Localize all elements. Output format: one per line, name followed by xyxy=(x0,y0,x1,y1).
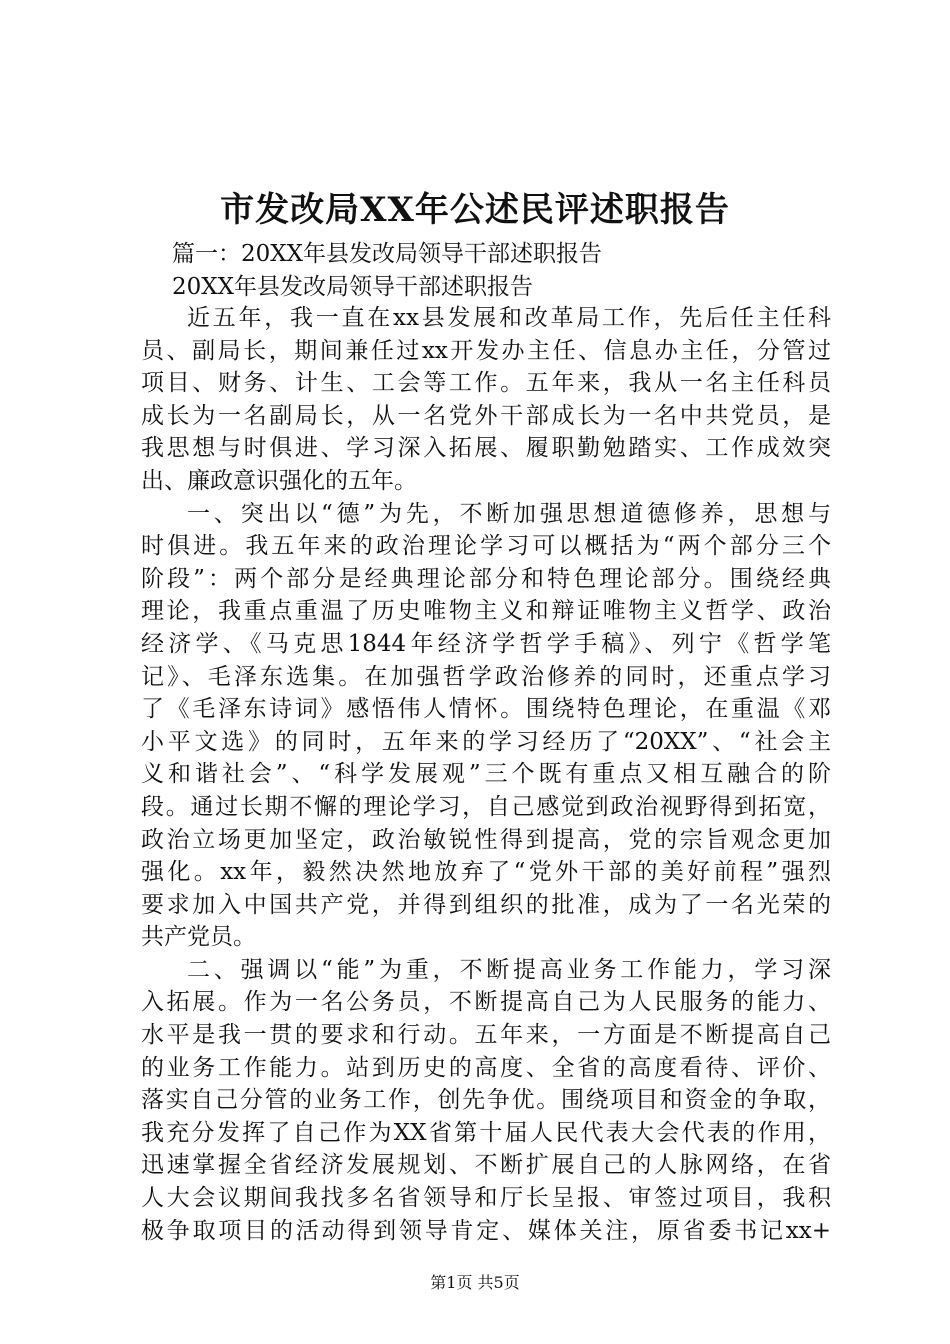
paragraph-line: 段。通过长期不懈的理论学习，自己感觉到政治视野得到拓宽， xyxy=(141,793,831,820)
paragraph-line: 二、强调以“能”为重，不断提高业务工作能力，学习深 xyxy=(187,956,831,983)
paragraph-line: 共产党员。 xyxy=(141,924,256,951)
subheading-report-title: 20XX年县发改局领导干部述职报告 xyxy=(172,274,534,300)
document-title: 市发改局XX年公述民评述职报告 xyxy=(220,190,730,230)
paragraph-line: 项目、财务、计生、工会等工作。五年来，我从一名主任科员 xyxy=(141,370,831,397)
paragraph-line: 理论，我重点重温了历史唯物主义和辩证唯物主义哲学、政治 xyxy=(141,598,831,625)
paragraph-line: 时俱进。我五年来的政治理论学习可以概括为“两个部分三个 xyxy=(141,533,831,560)
paragraph-line: 水平是我一贯的要求和行动。五年来，一方面是不断提高自己 xyxy=(141,1022,831,1049)
paragraph-line: 员、副局长，期间兼任过xx开发办主任、信息办主任，分管过 xyxy=(141,337,831,364)
paragraph-line: 经济学、《马克思1844年经济学哲学手稿》、列宁《哲学笔 xyxy=(141,630,831,657)
paragraph-line: 义和谐社会”、“科学发展观”三个既有重点又相互融合的阶 xyxy=(141,761,831,788)
paragraph-line: 出、廉政意识强化的五年。 xyxy=(141,467,417,494)
paragraph-line: 阶段”：两个部分是经典理论部分和特色理论部分。围绕经典 xyxy=(141,565,831,592)
paragraph-line: 我充分发挥了自己作为XX省第十届人民代表大会代表的作用， xyxy=(141,1119,831,1146)
paragraph-line: 极争取项目的活动得到领导肯定、媒体关注，原省委书记xx+ xyxy=(141,1217,831,1244)
paragraph-line: 我思想与时俱进、学习深入拓展、履职勤勉踏实、工作成效突 xyxy=(141,435,831,462)
paragraph-line: 成长为一名副局长，从一名党外干部成长为一名中共党员，是 xyxy=(141,402,831,429)
body-text xyxy=(141,302,831,1247)
paragraph-line: 落实自己分管的业务工作，创先争优。围绕项目和资金的争取， xyxy=(141,1087,831,1114)
paragraph-line: 要求加入中国共产党，并得到组织的批准，成为了一名光荣的 xyxy=(141,891,831,918)
paragraph-line: 小平文选》的同时，五年来的学习经历了“20XX”、“社会主 xyxy=(141,728,831,755)
paragraph-line: 一、突出以“德”为先，不断加强思想道德修养，思想与 xyxy=(187,500,831,527)
subheading-chapter: 篇一：20XX年县发改局领导干部述职报告 xyxy=(172,241,603,267)
paragraph-line: 迅速掌握全省经济发展规划、不断扩展自己的人脉网络，在省 xyxy=(141,1152,831,1179)
paragraph-line: 人大会议期间我找多名省领导和厅长呈报、审签过项目，我积 xyxy=(141,1185,831,1212)
paragraph-line: 入拓展。作为一名公务员，不断提高自己为人民服务的能力、 xyxy=(141,989,831,1016)
paragraph-line: 近五年，我一直在xx县发展和改革局工作，先后任主任科 xyxy=(187,305,831,331)
paragraph-line: 政治立场更加坚定，政治敏锐性得到提高，党的宗旨观念更加 xyxy=(141,826,831,853)
paragraph-line: 记》、毛泽东选集。在加强哲学政治修养的同时，还重点学习 xyxy=(141,663,831,690)
paragraph-line: 的业务工作能力。站到历史的高度、全省的高度看待、评价、 xyxy=(141,1054,831,1081)
page-footer: 第1页 共5页 xyxy=(430,1273,520,1292)
paragraph-line: 了《毛泽东诗词》感悟伟人情怀。围绕特色理论，在重温《邓 xyxy=(141,696,831,723)
paragraph-line: 强化。xx年，毅然决然地放弃了“党外干部的美好前程”强烈 xyxy=(141,859,831,886)
